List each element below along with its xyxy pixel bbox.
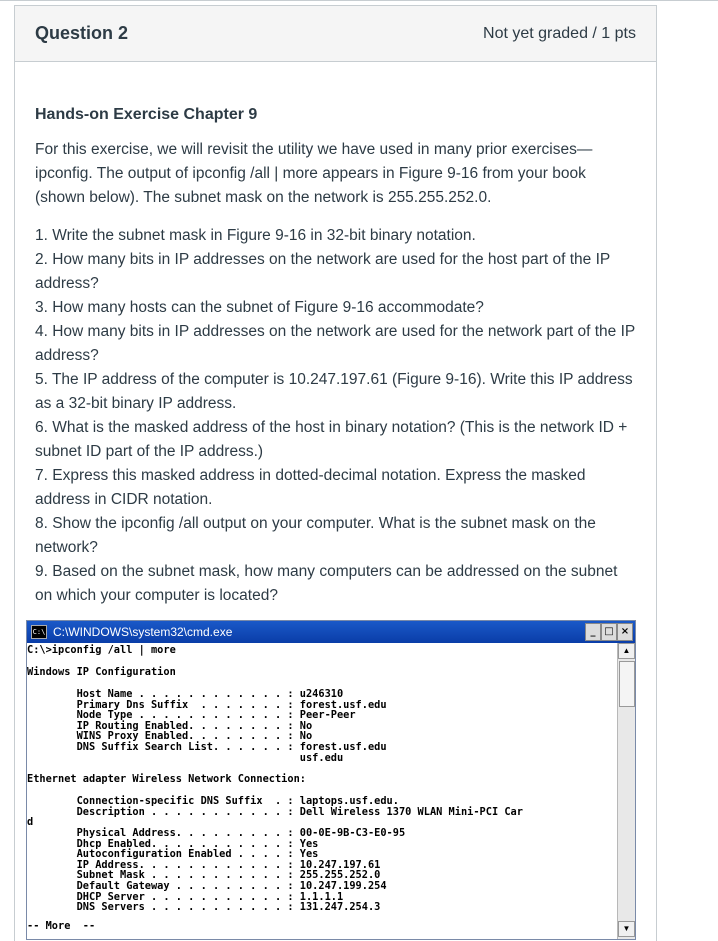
console-line: WINS Proxy Enabled. . . . . . . . : No [27, 730, 313, 743]
scroll-up-icon: ▲ [618, 643, 635, 659]
question-body [15, 106, 656, 608]
list-item: 9. Based on the subnet mask, how many computers can be addressed on the subnet on which your computer is located? [35, 563, 618, 604]
console-line: DNS Suffix Search List. . . . . . : forest.usf.edu [27, 741, 387, 753]
console-line: Default Gateway . . . . . . . . . : 10.247.199.254 [27, 880, 387, 892]
list-item: 8. Show the ipconfig /all output on your computer. What is the subnet mask on the network? [35, 515, 596, 556]
console-line: C:\>ipconfig /all | more [27, 644, 176, 656]
cmd-title-bar [27, 621, 635, 643]
console-line: DHCP Server . . . . . . . . . . . : 1.1.1.1 [27, 890, 344, 903]
scroll-thumb [619, 661, 635, 707]
cmd-window-screenshot [26, 620, 636, 940]
list-item: 6. What is the masked address of the host in binary notation? (This is the network ID + subnet ID part of the IP address.) [35, 419, 628, 460]
list-item: 2. How many bits in IP addresses on the network are used for the host part of the IP address? [35, 251, 610, 292]
maximize-icon: □ [601, 623, 617, 641]
question-header [15, 6, 656, 62]
list-item: 5. The IP address of the computer is 10.247.197.61 (Figure 9-16). Write this IP address as a 32-bit binary IP address. [35, 371, 633, 412]
scroll-down-icon: ▼ [618, 921, 635, 937]
close-icon: × [617, 623, 633, 641]
console-line: Connection-specific DNS Suffix . : laptops.usf.edu. [27, 795, 399, 807]
list-item: 7. Express this masked address in dotted-decimal notation. Express the masked address in CIDR notation. [35, 467, 586, 508]
exercise-heading: Hands-on Exercise Chapter 9 [35, 106, 258, 123]
list-item: 3. How many hosts can the subnet of Figure 9-16 accommodate? [35, 299, 484, 316]
window-buttons [585, 623, 633, 641]
console-line: Node Type . . . . . . . . . . . . : Peer-Peer [27, 709, 356, 722]
page-top-border [0, 0, 718, 1]
question-title: Question 2 [35, 23, 129, 43]
console-line: DNS Servers . . . . . . . . . . . : 131.247.254.3 [27, 901, 381, 914]
grading-status: Not yet graded / 1 pts [483, 24, 636, 42]
console-line: Subnet Mask . . . . . . . . . . . : 255.255.252.0 [27, 869, 381, 882]
console-line: IP Address. . . . . . . . . . . . : 10.247.197.61 [27, 858, 381, 871]
console-output [27, 643, 617, 939]
cmd-window-title: C:\WINDOWS\system32\cmd.exe [53, 625, 233, 639]
console-line: Autoconfiguration Enabled . . . . : Yes [27, 848, 319, 861]
cmd-icon: C:\ [31, 625, 47, 639]
console-line: -- More -- [27, 920, 96, 932]
list-item: 1. Write the subnet mask in Figure 9-16 in 32-bit binary notation. [35, 227, 476, 244]
intro-paragraph: For this exercise, we will revisit the utility we have used in many prior exercises—ipconfig. The output of ipconfig /all | more appears in Figure 9-16 from your book (shown below). The subnet mask on the network is 255.255.252.0. [35, 141, 593, 206]
list-item: 4. How many bits in IP addresses on the network are used for the network part of the IP address? [35, 323, 635, 364]
minimize-icon: _ [585, 623, 601, 641]
console-line: d [27, 816, 34, 829]
console-line: Ethernet adapter Wireless Network Connection: [27, 773, 306, 785]
console-line: Windows IP Configuration [27, 666, 176, 678]
console-line: IP Routing Enabled. . . . . . . . : No [27, 719, 313, 732]
console-scrollbar [617, 643, 635, 939]
console-line: usf.edu [27, 751, 344, 764]
console-line: Host Name . . . . . . . . . . . . : u246310 [27, 688, 344, 700]
console-line: Physical Address. . . . . . . . . : 00-0E-9B-C3-E0-95 [27, 827, 406, 839]
question-steps [35, 224, 636, 608]
console-line: Description . . . . . . . . . . . : Dell Wireless 1370 WLAN Mini-PCI Car [27, 805, 523, 818]
console-line: Dhcp Enabled. . . . . . . . . . . : Yes [27, 837, 319, 850]
console-line: Primary Dns Suffix . . . . . . . : forest.usf.edu [27, 698, 387, 711]
